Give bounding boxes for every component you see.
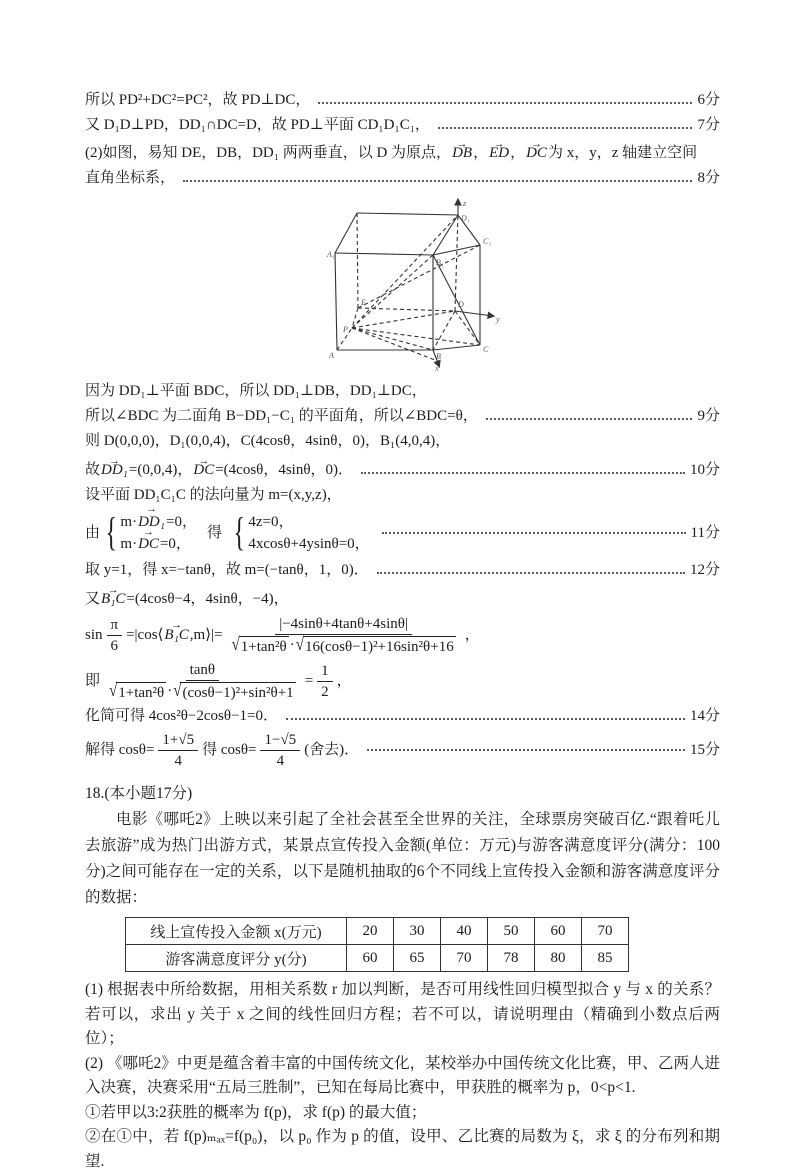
equation-line-solve	[85, 729, 720, 771]
solution-line-10	[85, 454, 720, 483]
data-table	[125, 917, 629, 972]
text-run: =(4cosθ，4sinθ，0)．	[215, 462, 354, 478]
solution-line-7	[85, 113, 720, 138]
text-run: =(4cosθ−4，4sinθ，−4)，	[126, 591, 289, 607]
text-run: m·	[120, 513, 138, 530]
denominator: 4	[276, 752, 285, 769]
vertex-label-A: A	[329, 351, 334, 360]
score-label: 7分	[697, 117, 720, 133]
text-run: =0，	[159, 536, 191, 552]
solution-line-12	[85, 558, 720, 583]
question-2-sub2: ②在①中，若 f(p)ₘₐₓ=f(p₀)，以 p₀ 作为 p 的值，设甲、乙比赛的局数为 ξ，求 ξ 的分布列和期望.	[85, 1128, 720, 1170]
text-run: 则 D(0,0,0)，D₁(0,0,4)，C(4cosθ，4sinθ，0)，B₁(4,0,4)，	[85, 433, 451, 449]
sqrt: √ 16(cosθ−1)²+16sin²θ+16	[296, 636, 456, 656]
vertex-label-P: P	[343, 325, 348, 334]
text-run: 设平面 DD₁C₁C 的法向量为 m=(x,y,z)，	[85, 487, 342, 503]
solution-line-8	[85, 166, 720, 191]
solution-line	[85, 583, 720, 612]
text-run: =	[304, 672, 314, 689]
score-label: 9分	[697, 408, 720, 424]
vector-DD1: DD₁ →	[138, 511, 165, 534]
denominator	[227, 635, 461, 656]
text-run: sin	[85, 626, 103, 643]
numerator: tanθ	[186, 661, 220, 681]
fraction	[104, 661, 301, 702]
table-row-label: 游客满意度评分 y(分)	[126, 945, 347, 972]
table-cell: 80	[535, 945, 582, 972]
table-row	[126, 945, 629, 972]
score-label: 15分	[689, 741, 720, 758]
vector-B1C: B₁C →	[101, 587, 125, 612]
fraction	[260, 731, 300, 770]
vector-DC: DC →	[526, 141, 547, 166]
text-run: 又 D₁D⊥PD，DD₁∩DC=D，故 PD⊥平面 CD₁D₁C₁，	[85, 117, 430, 133]
text-run: 得 cosθ=	[202, 741, 257, 758]
solution-line-6	[85, 88, 720, 113]
text-run: (2)如图，易知 DE，DB，DD₁ 两两垂直，以 D 为原点，	[85, 145, 452, 161]
text-run: 又	[85, 591, 101, 607]
text-run: 化简可得 4cos²θ−2cosθ−1=0．	[85, 708, 278, 724]
table-cell: 50	[488, 918, 535, 945]
table-cell: 78	[488, 945, 535, 972]
solution-line	[85, 429, 720, 454]
text-run: 解得 cosθ=	[85, 741, 155, 758]
table-row-label: 线上宣传投入金额 x(万元)	[126, 918, 347, 945]
equation-line-sin	[85, 612, 720, 658]
text-run: ，	[336, 672, 352, 689]
text-run: m·	[120, 536, 138, 552]
vector-B1C: B₁C →	[164, 623, 188, 648]
vertex-label-C: C	[483, 345, 489, 354]
sqrt: √ 1+tan²θ	[109, 682, 166, 702]
text-run: ，	[473, 145, 489, 161]
numerator: |−4sinθ+4tanθ+4sinθ|	[275, 615, 412, 635]
score-label: 6分	[697, 92, 720, 108]
text-run: 取 y=1，得 x=−tanθ，故 m=(−tanθ，1，0)．	[85, 562, 369, 578]
vector-DD1: DD₁ →	[101, 458, 128, 483]
numerator: 1−√5	[260, 731, 300, 751]
question-2-sub1: ①若甲以3:2获胜的概率为 f(p)，求 f(p) 的最大值；	[85, 1103, 427, 1121]
solution-line-11	[85, 508, 720, 558]
table-row	[126, 918, 629, 945]
fraction	[227, 615, 461, 656]
vertex-label-B1: B₁	[436, 258, 444, 267]
solution-line	[85, 379, 720, 404]
text-run: 故	[85, 462, 101, 478]
dotted-leader	[318, 102, 692, 104]
text-run: 4z=0，	[248, 513, 294, 530]
dotted-leader	[286, 718, 685, 720]
table-cell: 65	[394, 945, 441, 972]
vector-DC: DC →	[193, 458, 214, 483]
numerator: 1	[317, 662, 333, 682]
text-run: ·	[167, 682, 173, 699]
text-run: 由	[85, 524, 101, 541]
table-cell: 40	[441, 918, 488, 945]
solid-figure-svg	[285, 195, 575, 371]
text-run: =(0,0,4)，	[128, 462, 193, 478]
text-run: ，	[510, 145, 526, 161]
score-label: 11分	[690, 524, 720, 541]
text-run: ,m⟩|=	[189, 626, 223, 643]
equation-system	[232, 511, 370, 556]
vertex-label-A1: A₁	[327, 250, 335, 259]
fraction	[107, 616, 123, 655]
vertex-label-E: E	[361, 298, 366, 307]
text-run: 所以∠BDC 为二面角 B−DD₁−C₁ 的平面角，所以∠BDC=θ，	[85, 408, 478, 424]
vector-DC: DC →	[138, 533, 159, 556]
text-run: ，	[464, 626, 480, 643]
dotted-leader	[367, 749, 685, 751]
vector-ED: ED →	[489, 141, 509, 166]
dotted-leader	[183, 180, 692, 182]
table-cell: 70	[441, 945, 488, 972]
table-cell: 85	[582, 945, 629, 972]
solution-line-setup	[85, 138, 720, 166]
vertex-label-D1: D₁	[461, 214, 470, 223]
text-run: 得	[206, 524, 222, 541]
text-run: =|cos⟨	[126, 626, 164, 643]
text-run: 4xcosθ+4ysinθ=0，	[248, 536, 370, 552]
dotted-leader	[361, 472, 685, 474]
table-cell: 70	[582, 918, 629, 945]
score-label: 8分	[697, 170, 720, 186]
text-run: 即	[85, 672, 101, 689]
vector-DB: DB →	[452, 141, 472, 166]
axis-y-label: y	[496, 315, 500, 324]
text-run: 因为 DD₁⊥平面 BDC，所以 DD₁⊥DB，DD₁⊥DC，	[85, 383, 427, 399]
text-run: 所以 PD²+DC²=PC²，故 PD⊥DC，	[85, 92, 311, 108]
numerator: π	[107, 616, 123, 636]
solution-line	[85, 483, 720, 508]
score-label: 10分	[689, 462, 720, 478]
equation-line-tan	[85, 658, 720, 704]
table-cell: 60	[535, 918, 582, 945]
solution-line-9	[85, 404, 720, 429]
fraction	[158, 731, 198, 770]
vertex-label-D: D	[458, 300, 464, 309]
numerator: 1+√5	[158, 731, 198, 751]
question-1: (1) 根据表中所给数据，用相关系数 r 加以判断，是否可用线性回归模型拟合 y 与 x 的关系？若可以，求出 y 关于 x 之间的线性回归方程；若不可以，请说明理由（精确到小数点后两位）；	[85, 981, 720, 1047]
table-cell: 20	[347, 918, 394, 945]
table-cell: 30	[394, 918, 441, 945]
problem-intro-paragraph: 电影《哪吒2》上映以来引起了全社会甚至全世界的关注，全球票房突破百亿.“跟着吒儿去旅游”成为热门出游方式，某景点宣传投入金额(单位：万元)与游客满意度评分(满分：100分)之间可能存在一定的关系，以下是随机抽取的6个不同线上宣传投入金额和游客满意度评分的数据：	[85, 811, 720, 906]
denominator: 4	[174, 752, 182, 769]
left-brace: {	[105, 510, 117, 555]
dotted-leader	[438, 127, 693, 129]
question-2: (2) 《哪吒2》中更是蕴含着丰富的中国传统文化，某校举办中国传统文化比赛，甲、乙两人进入决赛，决赛采用“五局三胜制”，已知在每局比赛中，甲获胜的概率为 p，0<p<1.	[85, 1054, 720, 1096]
sqrt: √ 1+tan²θ	[232, 636, 289, 656]
equation-system	[104, 511, 197, 556]
solution-line-14	[85, 704, 720, 729]
dotted-leader	[377, 572, 685, 574]
text-run: (舍去)．	[304, 741, 360, 758]
sqrt: √ (cosθ−1)²+sin²θ+1	[173, 682, 295, 702]
axis-x-label: x	[435, 364, 439, 373]
score-label: 14分	[689, 708, 720, 724]
denominator: 2	[321, 683, 329, 700]
axis-z-label: z	[463, 199, 467, 208]
text-run: ·	[289, 636, 295, 653]
fraction	[317, 662, 333, 701]
text-run: 为 x，y，z 轴建立空间	[547, 145, 698, 161]
text-run: =0，	[165, 513, 197, 530]
problem-18-section	[85, 781, 720, 1174]
dotted-leader	[382, 532, 686, 534]
denominator: 6	[110, 637, 119, 654]
dotted-leader	[486, 418, 693, 420]
problem-heading: 18.(本小题17分)	[85, 785, 193, 802]
figure-3d-solid	[285, 195, 575, 371]
figure-labels	[326, 199, 500, 373]
text-run: 直角坐标系，	[85, 170, 176, 186]
vertex-label-B: B	[436, 352, 441, 361]
vertex-label-C1: C₁	[483, 237, 492, 246]
left-brace: {	[233, 510, 245, 555]
table-cell: 60	[347, 945, 394, 972]
score-label: 12分	[689, 562, 720, 578]
denominator	[104, 681, 301, 702]
